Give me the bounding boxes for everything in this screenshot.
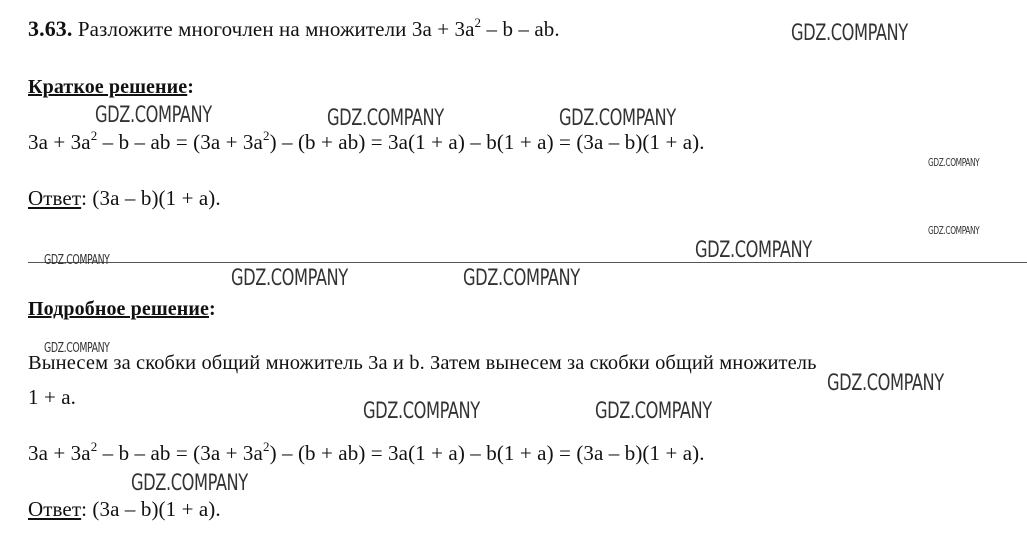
equation-part: ) – (b + ab) = 3a(1 + a) – b(1 + a) = (3a – b)(1 + a). (269, 130, 705, 154)
problem-number: 3.63. (28, 16, 73, 41)
watermark: GDZ.COMPANY (928, 224, 980, 237)
watermark: GDZ.COMPANY (327, 106, 444, 131)
watermark: GDZ.COMPANY (791, 21, 908, 46)
equation-part: – b – ab = (3a + 3a (97, 130, 263, 154)
short-solution-equation (28, 130, 705, 155)
problem-text: Разложите многочлен на множители 3a + 3a (77, 17, 475, 41)
detailed-solution-text-line2: 1 + a. (28, 385, 77, 409)
equation-part: 3a + 3a (28, 130, 91, 154)
equation-exponent: 2 (90, 439, 98, 454)
equation-part: 3a + 3a (28, 441, 91, 465)
watermark: GDZ.COMPANY (44, 341, 110, 356)
equation-part: – b – ab = (3a + 3a (97, 441, 263, 465)
problem-statement (28, 16, 560, 42)
answer-label: Ответ (28, 186, 82, 210)
equation-part: ) – (b + ab) = 3a(1 + a) – b(1 + a) = (3a – b)(1 + a). (269, 441, 705, 465)
short-solution-heading-colon: : (187, 76, 195, 98)
section-divider (28, 262, 1027, 263)
detailed-solution-heading-row (28, 296, 216, 321)
answer-value: : (3a – b)(1 + a). (81, 186, 221, 210)
short-solution-answer (28, 186, 221, 211)
watermark: GDZ.COMPANY (595, 399, 712, 424)
watermark: GDZ.COMPANY (928, 156, 980, 169)
watermark: GDZ.COMPANY (44, 253, 110, 268)
detailed-solution-heading-colon: : (209, 298, 216, 320)
short-solution-heading: Краткое решение (28, 76, 188, 98)
detailed-solution-equation (28, 441, 705, 466)
equation-exponent: 2 (262, 439, 270, 454)
equation-exponent: 2 (262, 128, 270, 143)
answer-value: : (3a – b)(1 + a). (81, 497, 221, 521)
watermark: GDZ.COMPANY (827, 371, 944, 396)
short-solution-heading-row (28, 74, 194, 99)
answer-label: Ответ (28, 497, 82, 521)
problem-text-tail: – b – ab. (481, 17, 560, 41)
watermark: GDZ.COMPANY (463, 266, 580, 291)
watermark: GDZ.COMPANY (95, 103, 212, 128)
watermark: GDZ.COMPANY (131, 471, 248, 496)
detailed-solution-answer (28, 497, 221, 522)
watermark: GDZ.COMPANY (363, 399, 480, 424)
detailed-solution-text-line1: Вынесем за скобки общий множитель 3a и b. Затем вынесем за скобки общий множитель (28, 352, 817, 374)
watermark: GDZ.COMPANY (559, 106, 676, 131)
watermark: GDZ.COMPANY (231, 266, 348, 291)
problem-exponent: 2 (474, 15, 482, 30)
equation-exponent: 2 (90, 128, 98, 143)
watermark: GDZ.COMPANY (695, 238, 812, 263)
detailed-solution-heading: Подробное решение (28, 298, 210, 320)
